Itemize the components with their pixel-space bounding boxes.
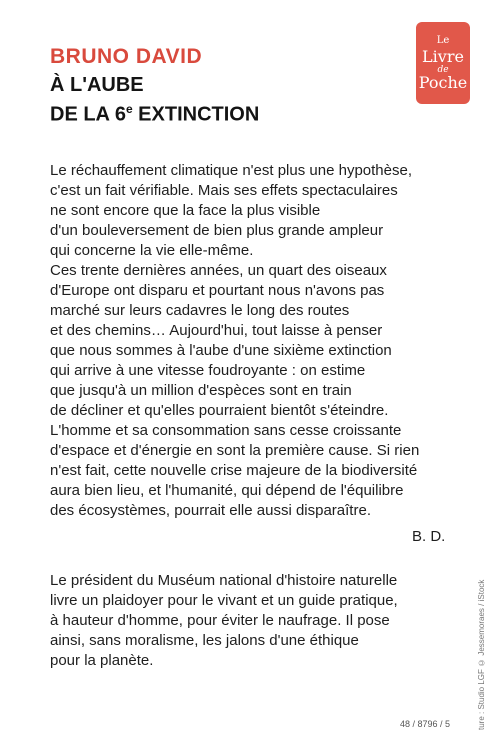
livre-de-poche-logo: [416, 22, 470, 104]
logo-le: Le: [436, 35, 450, 46]
blurb-line: L'homme et sa consommation sans cesse croissante: [50, 422, 402, 439]
blurb-line: de décliner et qu'elles pourraient bientôt s'éteindre.: [50, 402, 389, 419]
blurb2-line: à hauteur d'homme, pour éviter le naufrage. Il pose: [50, 612, 390, 629]
blurb2-line: livre un plaidoyer pour le vivant et un guide pratique,: [50, 592, 398, 609]
blurb-line: des écosystèmes, pourrait elle aussi disparaître.: [50, 502, 371, 519]
title-superscript: e: [125, 102, 133, 116]
blurb-secondary: [50, 571, 460, 671]
blurb-line: que nous sommes à l'aube d'une sixième extinction: [50, 342, 392, 359]
blurb-line: que jusqu'à un million d'espèces sont en train: [50, 382, 352, 399]
blurb-line: qui arrive à une vitesse foudroyante : on estime: [50, 362, 366, 379]
cover-credits: ture : Studio LGF © Jessemoraes / iStock: [477, 579, 486, 730]
blurb2-line: ainsi, sans moralisme, les jalons d'une éthique: [50, 632, 359, 649]
title-line-2: [50, 97, 259, 127]
blurb2-line: Le président du Muséum national d'histoire naturelle: [50, 572, 398, 589]
blurb-line: ne sont encore que la face la plus visible: [50, 202, 321, 219]
author-name: BRUNO DAVID: [50, 45, 203, 68]
blurb-line: Ces trente dernières années, un quart des oiseaux: [50, 262, 387, 279]
signature: B. D.: [412, 528, 446, 545]
book-title: [50, 73, 259, 127]
title-prefix: DE LA 6: [50, 103, 126, 126]
blurb-line: aura bien lieu, et l'humanité, qui dépend de l'équilibre: [50, 482, 404, 499]
title-line-1: À L'AUBE: [50, 74, 144, 96]
blurb2-line: pour la planète.: [50, 652, 154, 669]
blurb-line: d'un bouleversement de bien plus grande ampleur: [50, 222, 384, 239]
blurb-line: d'Europe ont disparu et pourtant nous n'avons pas: [50, 282, 385, 299]
blurb-line: et des chemins… Aujourd'hui, tout laisse à penser: [50, 322, 383, 339]
blurb-line: Le réchauffement climatique n'est plus une hypothèse,: [50, 162, 412, 179]
catalog-code-line: 48 / 8796 / 5: [400, 719, 451, 729]
catalog-code: [400, 718, 450, 730]
title-suffix: EXTINCTION: [132, 103, 260, 126]
logo-de: de: [437, 65, 449, 75]
blurb-main: [50, 161, 460, 521]
blurb-line: d'espace et d'énergie en sont la première cause. Si rien: [50, 442, 420, 459]
logo-poche: Poche: [418, 73, 468, 92]
logo-livre: Livre: [422, 47, 464, 66]
blurb-line: n'est fait, cette nouvelle crise majeure de la biodiversité: [50, 462, 418, 479]
blurb-line: marché sur leurs cadavres le long des routes: [50, 302, 350, 319]
blurb-line: c'est un fait vérifiable. Mais ses effets spectaculaires: [50, 182, 398, 199]
blurb-line: qui concerne la vie elle-même.: [50, 242, 254, 259]
